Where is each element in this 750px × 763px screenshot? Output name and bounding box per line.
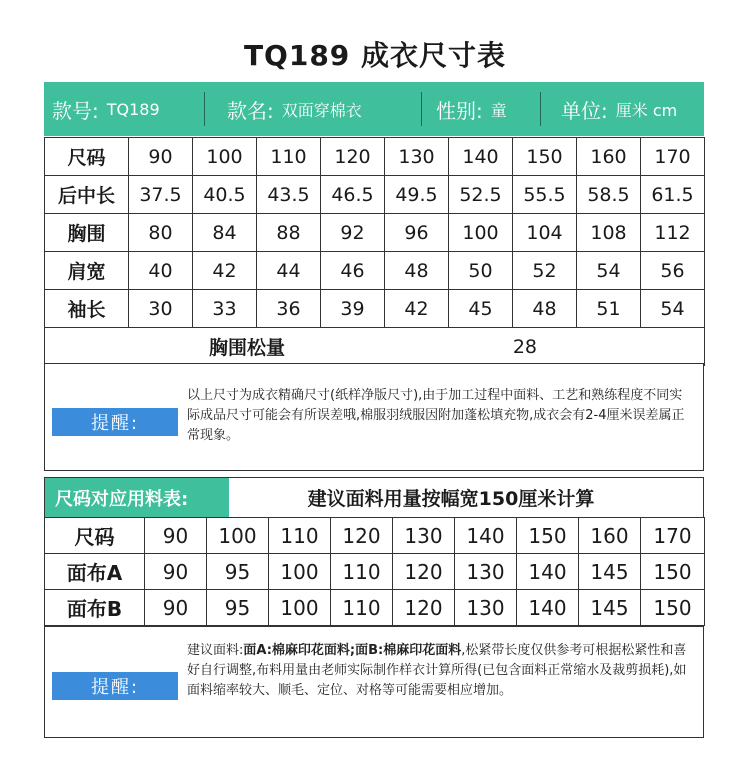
table-cell: 110 — [331, 590, 393, 626]
table-cell: 46.5 — [321, 176, 385, 214]
table-cell: 46 — [321, 252, 385, 290]
table-cell: 112 — [641, 214, 705, 252]
table-cell: 55.5 — [513, 176, 577, 214]
table-cell: 110 — [257, 138, 321, 176]
reminder-box-2 — [44, 626, 704, 738]
table-cell: 150 — [513, 138, 577, 176]
table-cell: 120 — [393, 554, 455, 590]
table-cell: 49.5 — [385, 176, 449, 214]
table-cell: 44 — [257, 252, 321, 290]
table-cell: 170 — [641, 518, 705, 554]
reminder-text — [187, 641, 695, 701]
table-cell: 84 — [193, 214, 257, 252]
table-cell: 48 — [513, 290, 577, 328]
reminder-box-1 — [44, 363, 704, 471]
table-cell: 95 — [207, 554, 269, 590]
ease-label: 胸围松量 — [208, 337, 285, 359]
table-cell: 100 — [449, 214, 513, 252]
reminder-prefix: 建议面料: — [187, 643, 244, 658]
table-cell: 96 — [385, 214, 449, 252]
table-cell: 140 — [449, 138, 513, 176]
style-name-label: 款名: — [227, 98, 274, 123]
gender-label: 性别: — [436, 98, 483, 123]
table-row — [45, 518, 705, 554]
table-cell: 48 — [385, 252, 449, 290]
row-label: 面布B — [45, 590, 145, 626]
table-cell: 130 — [455, 590, 517, 626]
unit-label: 单位: — [561, 98, 608, 123]
style-no-value: TQ189 — [106, 99, 160, 119]
table-cell: 150 — [641, 590, 705, 626]
table-cell: 90 — [129, 138, 193, 176]
table-cell: 51 — [577, 290, 641, 328]
table-cell: 54 — [641, 290, 705, 328]
fabric-section-header — [44, 477, 704, 517]
table-row — [45, 214, 705, 252]
table-cell: 95 — [207, 590, 269, 626]
table-cell: 58.5 — [577, 176, 641, 214]
table-cell: 33 — [193, 290, 257, 328]
table-cell: 150 — [641, 554, 705, 590]
table-cell: 110 — [331, 554, 393, 590]
table-cell: 130 — [455, 554, 517, 590]
table-cell: 52.5 — [449, 176, 513, 214]
info-bar — [44, 82, 704, 136]
row-label: 尺码 — [45, 518, 145, 554]
table-cell: 90 — [145, 554, 207, 590]
table-cell: 100 — [193, 138, 257, 176]
table-cell: 140 — [455, 518, 517, 554]
table-cell: 130 — [385, 138, 449, 176]
table-row — [45, 554, 705, 590]
style-no — [44, 82, 204, 136]
ease-row — [45, 328, 705, 366]
table-cell: 160 — [577, 138, 641, 176]
table-row — [45, 590, 705, 626]
row-label: 肩宽 — [45, 252, 129, 290]
table-row — [45, 176, 705, 214]
table-cell: 90 — [145, 590, 207, 626]
table-cell: 80 — [129, 214, 193, 252]
table-cell: 39 — [321, 290, 385, 328]
gender — [422, 82, 540, 136]
table-cell: 42 — [385, 290, 449, 328]
table-cell: 88 — [257, 214, 321, 252]
page-title: TQ189 成衣尺寸表 — [243, 39, 507, 72]
row-label: 后中长 — [45, 176, 129, 214]
style-name — [205, 82, 421, 136]
table-cell: 120 — [331, 518, 393, 554]
table-cell: 50 — [449, 252, 513, 290]
table-cell: 43.5 — [257, 176, 321, 214]
row-label: 尺码 — [45, 138, 129, 176]
table-cell: 61.5 — [641, 176, 705, 214]
table-cell: 100 — [207, 518, 269, 554]
table-cell: 120 — [321, 138, 385, 176]
fabric-section-heading: 建议面料用量按幅宽150厘米计算 — [307, 488, 595, 510]
table-cell: 90 — [145, 518, 207, 554]
table-cell: 145 — [579, 554, 641, 590]
reminder-tag: 提醒: — [52, 408, 178, 436]
table-cell: 104 — [513, 214, 577, 252]
row-label: 袖长 — [45, 290, 129, 328]
size-table — [44, 137, 705, 366]
style-name-value: 双面穿棉衣 — [281, 100, 362, 120]
table-cell: 150 — [517, 518, 579, 554]
reminder-text: 以上尺寸为成衣精确尺寸(纸样净版尺寸),由于加工过程中面料、工艺和熟练程度不同实际成品尺寸可能会有所误差哦,棉服羽绒服因附加蓬松填充物,成衣会有2-4厘米误差属正常现象。 — [187, 388, 685, 443]
unit-value: 厘米 cm — [615, 100, 678, 120]
table-cell: 45 — [449, 290, 513, 328]
table-cell: 40 — [129, 252, 193, 290]
table-cell: 100 — [269, 554, 331, 590]
reminder-tag: 提醒: — [52, 672, 178, 700]
table-cell: 92 — [321, 214, 385, 252]
table-cell: 52 — [513, 252, 577, 290]
table-cell: 42 — [193, 252, 257, 290]
style-no-label: 款号: — [52, 98, 99, 123]
table-cell: 120 — [393, 590, 455, 626]
row-label: 胸围 — [45, 214, 129, 252]
table-row — [45, 252, 705, 290]
row-label: 面布A — [45, 554, 145, 590]
table-cell: 108 — [577, 214, 641, 252]
fabric-section-label: 尺码对应用料表: — [45, 478, 229, 517]
table-cell: 54 — [577, 252, 641, 290]
unit — [541, 82, 704, 136]
table-cell: 110 — [269, 518, 331, 554]
table-cell: 37.5 — [129, 176, 193, 214]
table-cell: 30 — [129, 290, 193, 328]
reminder-suffix: ,松紧带长度仅供参考可根据松紧性和喜好自行调整,布料用量由老师实际制作样衣计算所得(已包含面料正常缩水及裁剪损耗),如面料缩率较大、顺毛、定位、对格等可能需要相应增加。 — [187, 643, 687, 698]
fabric-table — [44, 517, 705, 626]
table-cell: 36 — [257, 290, 321, 328]
ease-value: 28 — [512, 335, 537, 358]
table-row — [45, 290, 705, 328]
table-cell: 130 — [393, 518, 455, 554]
table-cell: 100 — [269, 590, 331, 626]
table-cell: 140 — [517, 554, 579, 590]
gender-value: 童 — [490, 100, 507, 120]
fabric-spec: 面A:棉麻印花面料;面B:棉麻印花面料 — [243, 643, 462, 658]
table-cell: 145 — [579, 590, 641, 626]
table-cell: 56 — [641, 252, 705, 290]
table-cell: 40.5 — [193, 176, 257, 214]
table-cell: 140 — [517, 590, 579, 626]
table-row — [45, 138, 705, 176]
table-cell: 170 — [641, 138, 705, 176]
table-cell: 160 — [579, 518, 641, 554]
